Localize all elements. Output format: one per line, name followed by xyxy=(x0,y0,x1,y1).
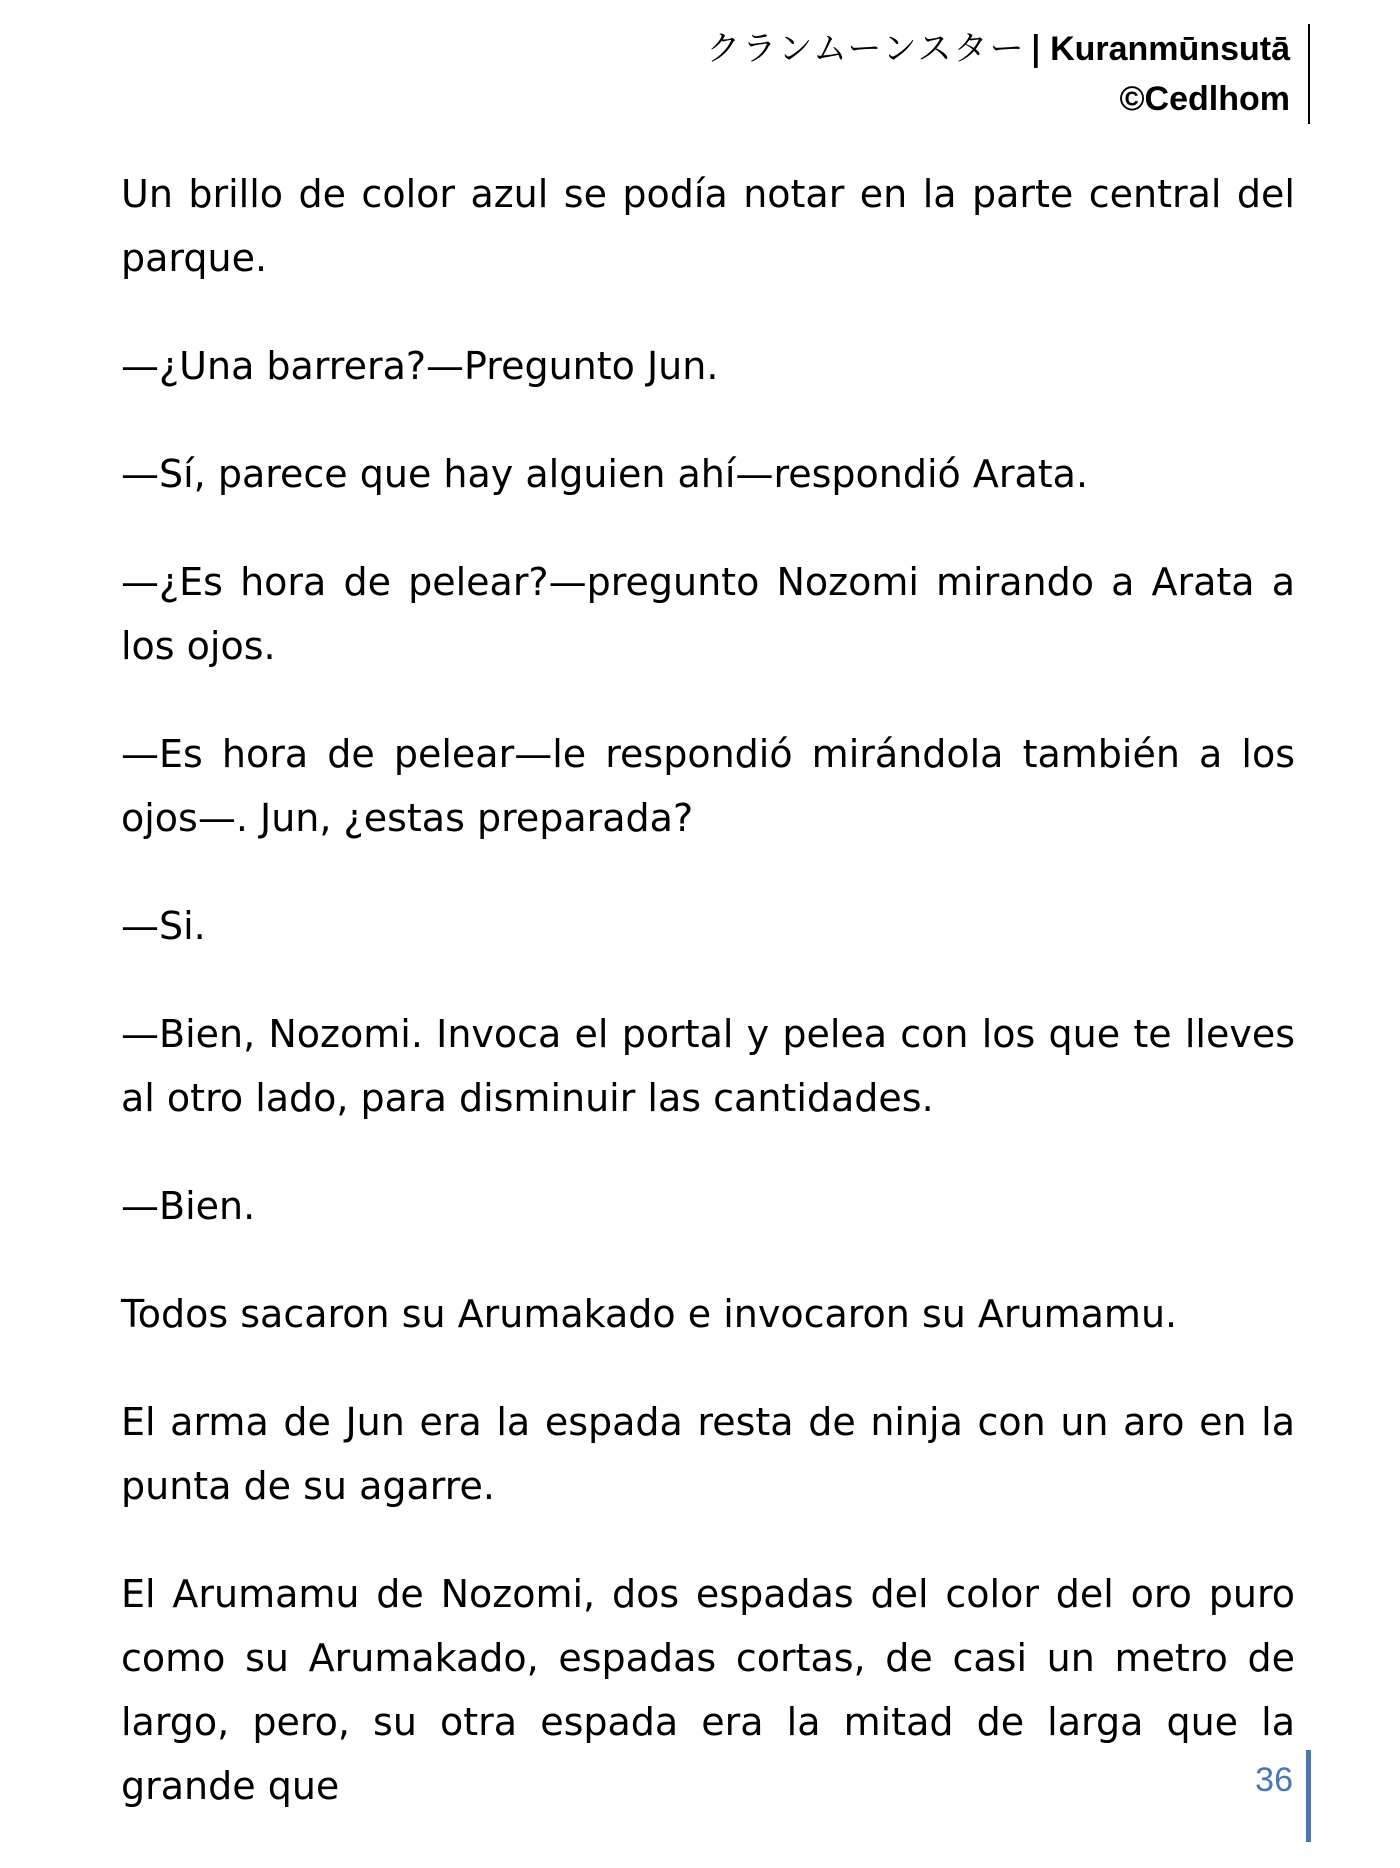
paragraph: —¿Es hora de pelear?—pregunto Nozomi mirando a Arata a los ojos. xyxy=(121,560,1295,668)
page-body xyxy=(121,162,1295,1862)
header-copyright: ©Cedlhom xyxy=(1119,80,1290,118)
page-number-bar xyxy=(1306,1750,1311,1842)
header-japanese-title: クランムーンスター xyxy=(706,29,1026,69)
paragraph: El arma de Jun era la espada resta de ninja con un aro en la punta de su agarre. xyxy=(121,1400,1295,1508)
running-header xyxy=(706,24,1310,124)
paragraph: —Bien, Nozomi. Invoca el portal y pelea con los que te lleves al otro lado, para disminuir las cantidades. xyxy=(121,1012,1295,1120)
header-romaji-title: Kuranmūnsutā xyxy=(1050,30,1290,68)
paragraph: Todos sacaron su Arumakado e invocaron su Arumamu. xyxy=(121,1292,1178,1336)
paragraph: —Sí, parece que hay alguien ahí—respondió Arata. xyxy=(121,452,1089,496)
header-title-line xyxy=(706,24,1290,74)
paragraph: —¿Una barrera?—Pregunto Jun. xyxy=(121,344,719,388)
paragraph: Un brillo de color azul se podía notar en la parte central del parque. xyxy=(121,172,1295,280)
paragraph: El Arumamu de Nozomi, dos espadas del color del oro puro como su Arumakado, espadas cortas, de casi un metro de largo, pero, su otra espada era la mitad de larga que la grande que xyxy=(121,1572,1295,1808)
paragraph: —Bien. xyxy=(121,1184,256,1228)
paragraph: —Es hora de pelear—le respondió mirándola también a los ojos—. Jun, ¿estas preparada? xyxy=(121,732,1295,840)
paragraph: —Si. xyxy=(121,904,206,948)
page-number: 36 xyxy=(1255,1761,1293,1799)
header-separator: | xyxy=(1029,29,1043,69)
